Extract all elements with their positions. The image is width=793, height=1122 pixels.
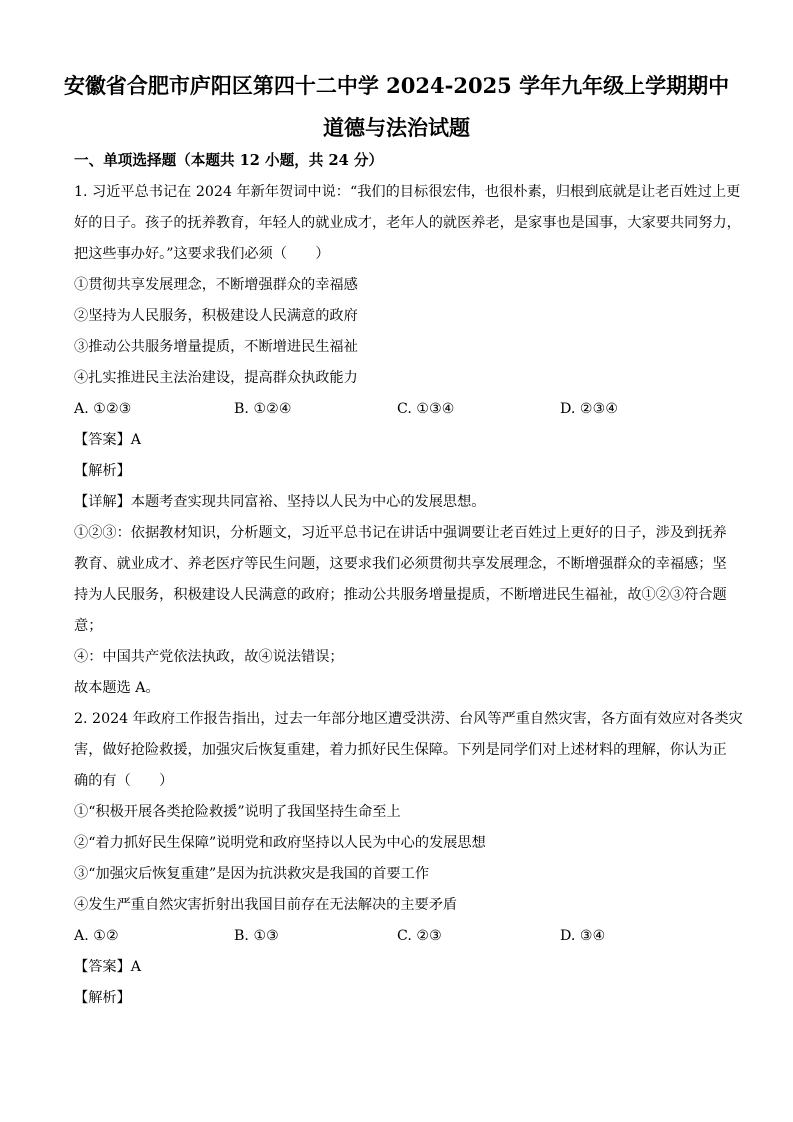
q1-answer: 【答案】A	[74, 432, 141, 448]
q2-option-d: D. ③④	[560, 928, 606, 944]
q1-item-2: ②坚持为人民服务，积极建设人民满意的政府	[74, 308, 358, 324]
q1-detail-line-7: 故本题选 A。	[74, 680, 160, 696]
q1-detail-line-1: 【详解】本题考查实现共同富裕、坚持以人民为中心的发展思想。	[74, 494, 486, 510]
q2-analysis-label: 【解析】	[74, 990, 131, 1006]
q1-option-d: D. ②③④	[560, 401, 619, 417]
q1-option-b: B. ①②④	[234, 401, 292, 417]
q1-option-c: C. ①③④	[397, 401, 455, 417]
q2-item-4: ④发生严重自然灾害折射出我国目前存在无法解决的主要矛盾	[74, 897, 458, 913]
q2-option-a: A. ①②	[74, 928, 119, 944]
q2-item-1: ①“积极开展各类抢险救援”说明了我国坚持生命至上	[74, 804, 401, 820]
q1-detail-line-4: 持为人民服务，积极建设人民满意的政府；推动公共服务增量提质，不断增进民生福祉，故①②③符合题	[74, 587, 727, 603]
q2-option-c: C. ②③	[397, 928, 442, 944]
q1-detail-line-5: 意；	[74, 618, 103, 634]
q2-option-b: B. ①③	[234, 928, 279, 944]
q1-detail-line-3: 教育、就业成才、养老医疗等民生问题，这要求我们必须贯彻共享发展理念，不断增强群众的幸福感；坚	[74, 556, 727, 572]
q2-answer: 【答案】A	[74, 959, 141, 975]
exam-title-line-1: 安徽省合肥市庐阳区第四十二中学 2024-2025 学年九年级上学期期中	[63, 73, 730, 98]
q1-item-4: ④扎实推进民主法治建设，提高群众执政能力	[74, 370, 358, 386]
exam-title-line-2: 道德与法治试题	[323, 115, 470, 140]
q2-stem-line-3: 确的有（ ）	[74, 773, 174, 789]
q2-stem-line-1: 2. 2024 年政府工作报告指出，过去一年部分地区遭受洪涝、台风等严重自然灾害，各方面有效应对各类灾	[74, 711, 743, 727]
q1-stem-line-2: 好的日子。孩子的抚养教育，年轻人的就业成才，老年人的就医养老，是家事也是国事，大家要共同努力，	[74, 215, 741, 231]
q2-item-3: ③“加强灾后恢复重建”是因为抗洪救灾是我国的首要工作	[74, 866, 430, 882]
q1-item-3: ③推动公共服务增量提质，不断增进民生福祉	[74, 339, 358, 355]
q1-option-a: A. ①②③	[74, 401, 132, 417]
q1-detail-line-2: ①②③：依据教材知识，分析题文，习近平总书记在讲话中强调要让老百姓过上更好的日子，涉及到抚养	[74, 525, 727, 541]
q2-stem-line-2: 害，做好抢险救援，加强灾后恢复重建，着力抓好民生保障。下列是同学们对上述材料的理解，你认为正	[74, 742, 727, 758]
q2-item-2: ②“着力抓好民生保障”说明党和政府坚持以人民为中心的发展思想	[74, 835, 486, 851]
q1-detail-line-6: ④：中国共产党依法执政，故④说法错误；	[74, 649, 344, 665]
q1-stem-line-1: 1. 习近平总书记在 2024 年新年贺词中说：“我们的目标很宏伟，也很朴素，归根到底就是让老百姓过上更	[74, 184, 741, 200]
q1-stem-line-3: 把这些事办好。”这要求我们必须（ ）	[74, 246, 330, 262]
section-heading: 一、单项选择题（本题共 12 小题，共 24 分）	[74, 152, 384, 169]
q1-item-1: ①贯彻共享发展理念，不断增强群众的幸福感	[74, 277, 358, 293]
q1-analysis-label: 【解析】	[74, 463, 131, 479]
